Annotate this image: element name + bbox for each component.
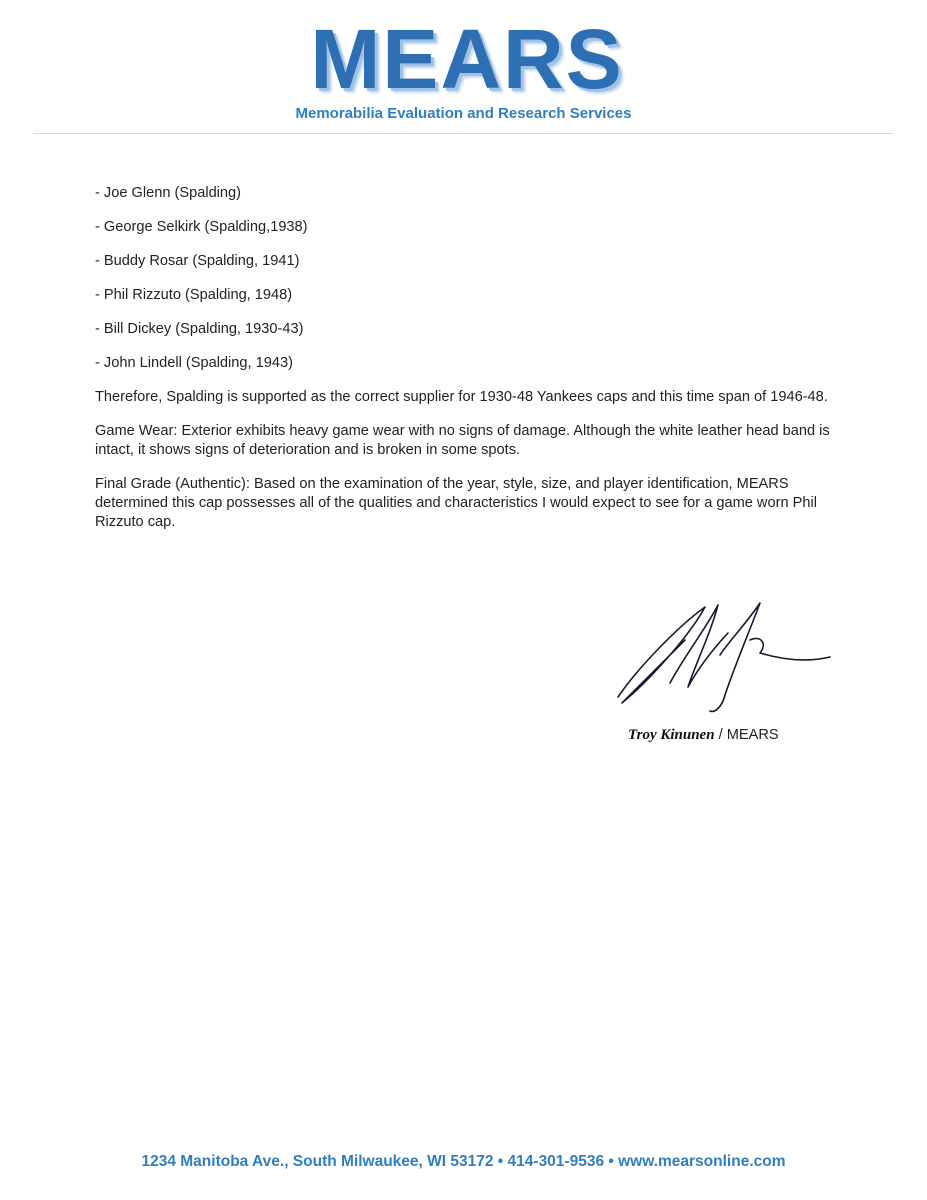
signatory-name: Troy Kinunen [628, 727, 715, 743]
list-item: - Phil Rizzuto (Spalding, 1948) [95, 287, 293, 303]
list-item: - Bill Dickey (Spalding, 1930-43) [95, 321, 304, 337]
list-item: - Buddy Rosar (Spalding, 1941) [95, 253, 300, 269]
signatory-organization: MEARS [726, 727, 779, 743]
signature-block [610, 585, 850, 755]
signatory-separator: / [714, 727, 727, 743]
list-item: - John Lindell (Spalding, 1943) [95, 355, 293, 371]
logo-wordmark: MEARS [310, 12, 624, 106]
footer-contact: 1234 Manitoba Ave., South Milwaukee, WI 53172 • 414-301-9536 • www.mearsonline.com [141, 1153, 786, 1170]
letterhead [0, 0, 927, 140]
list-item: - George Selkirk (Spalding,1938) [95, 219, 308, 235]
conclusion-paragraph: Therefore, Spalding is supported as the correct supplier for 1930-48 Yankees caps and this time span of 1946-48. [95, 389, 828, 405]
final-grade-paragraph: Final Grade (Authentic): Based on the examination of the year, style, size, and player identification, MEARS determined this cap possesses all of the qualities and characteristics I would expect to see for a game worn Phil Rizzuto cap. [95, 476, 817, 530]
letter-body [95, 184, 835, 547]
mears-logo [281, 12, 653, 107]
handwritten-signature [610, 585, 850, 725]
logo-tagline: Memorabilia Evaluation and Research Services [295, 105, 632, 122]
game-wear-paragraph: Game Wear: Exterior exhibits heavy game wear with no signs of damage. Although the white leather head band is intact, it shows signs of deterioration and is broken in some spots. [95, 423, 830, 458]
signatory-line [628, 727, 779, 744]
list-item: - Joe Glenn (Spalding) [95, 185, 242, 201]
header-divider [33, 133, 893, 134]
